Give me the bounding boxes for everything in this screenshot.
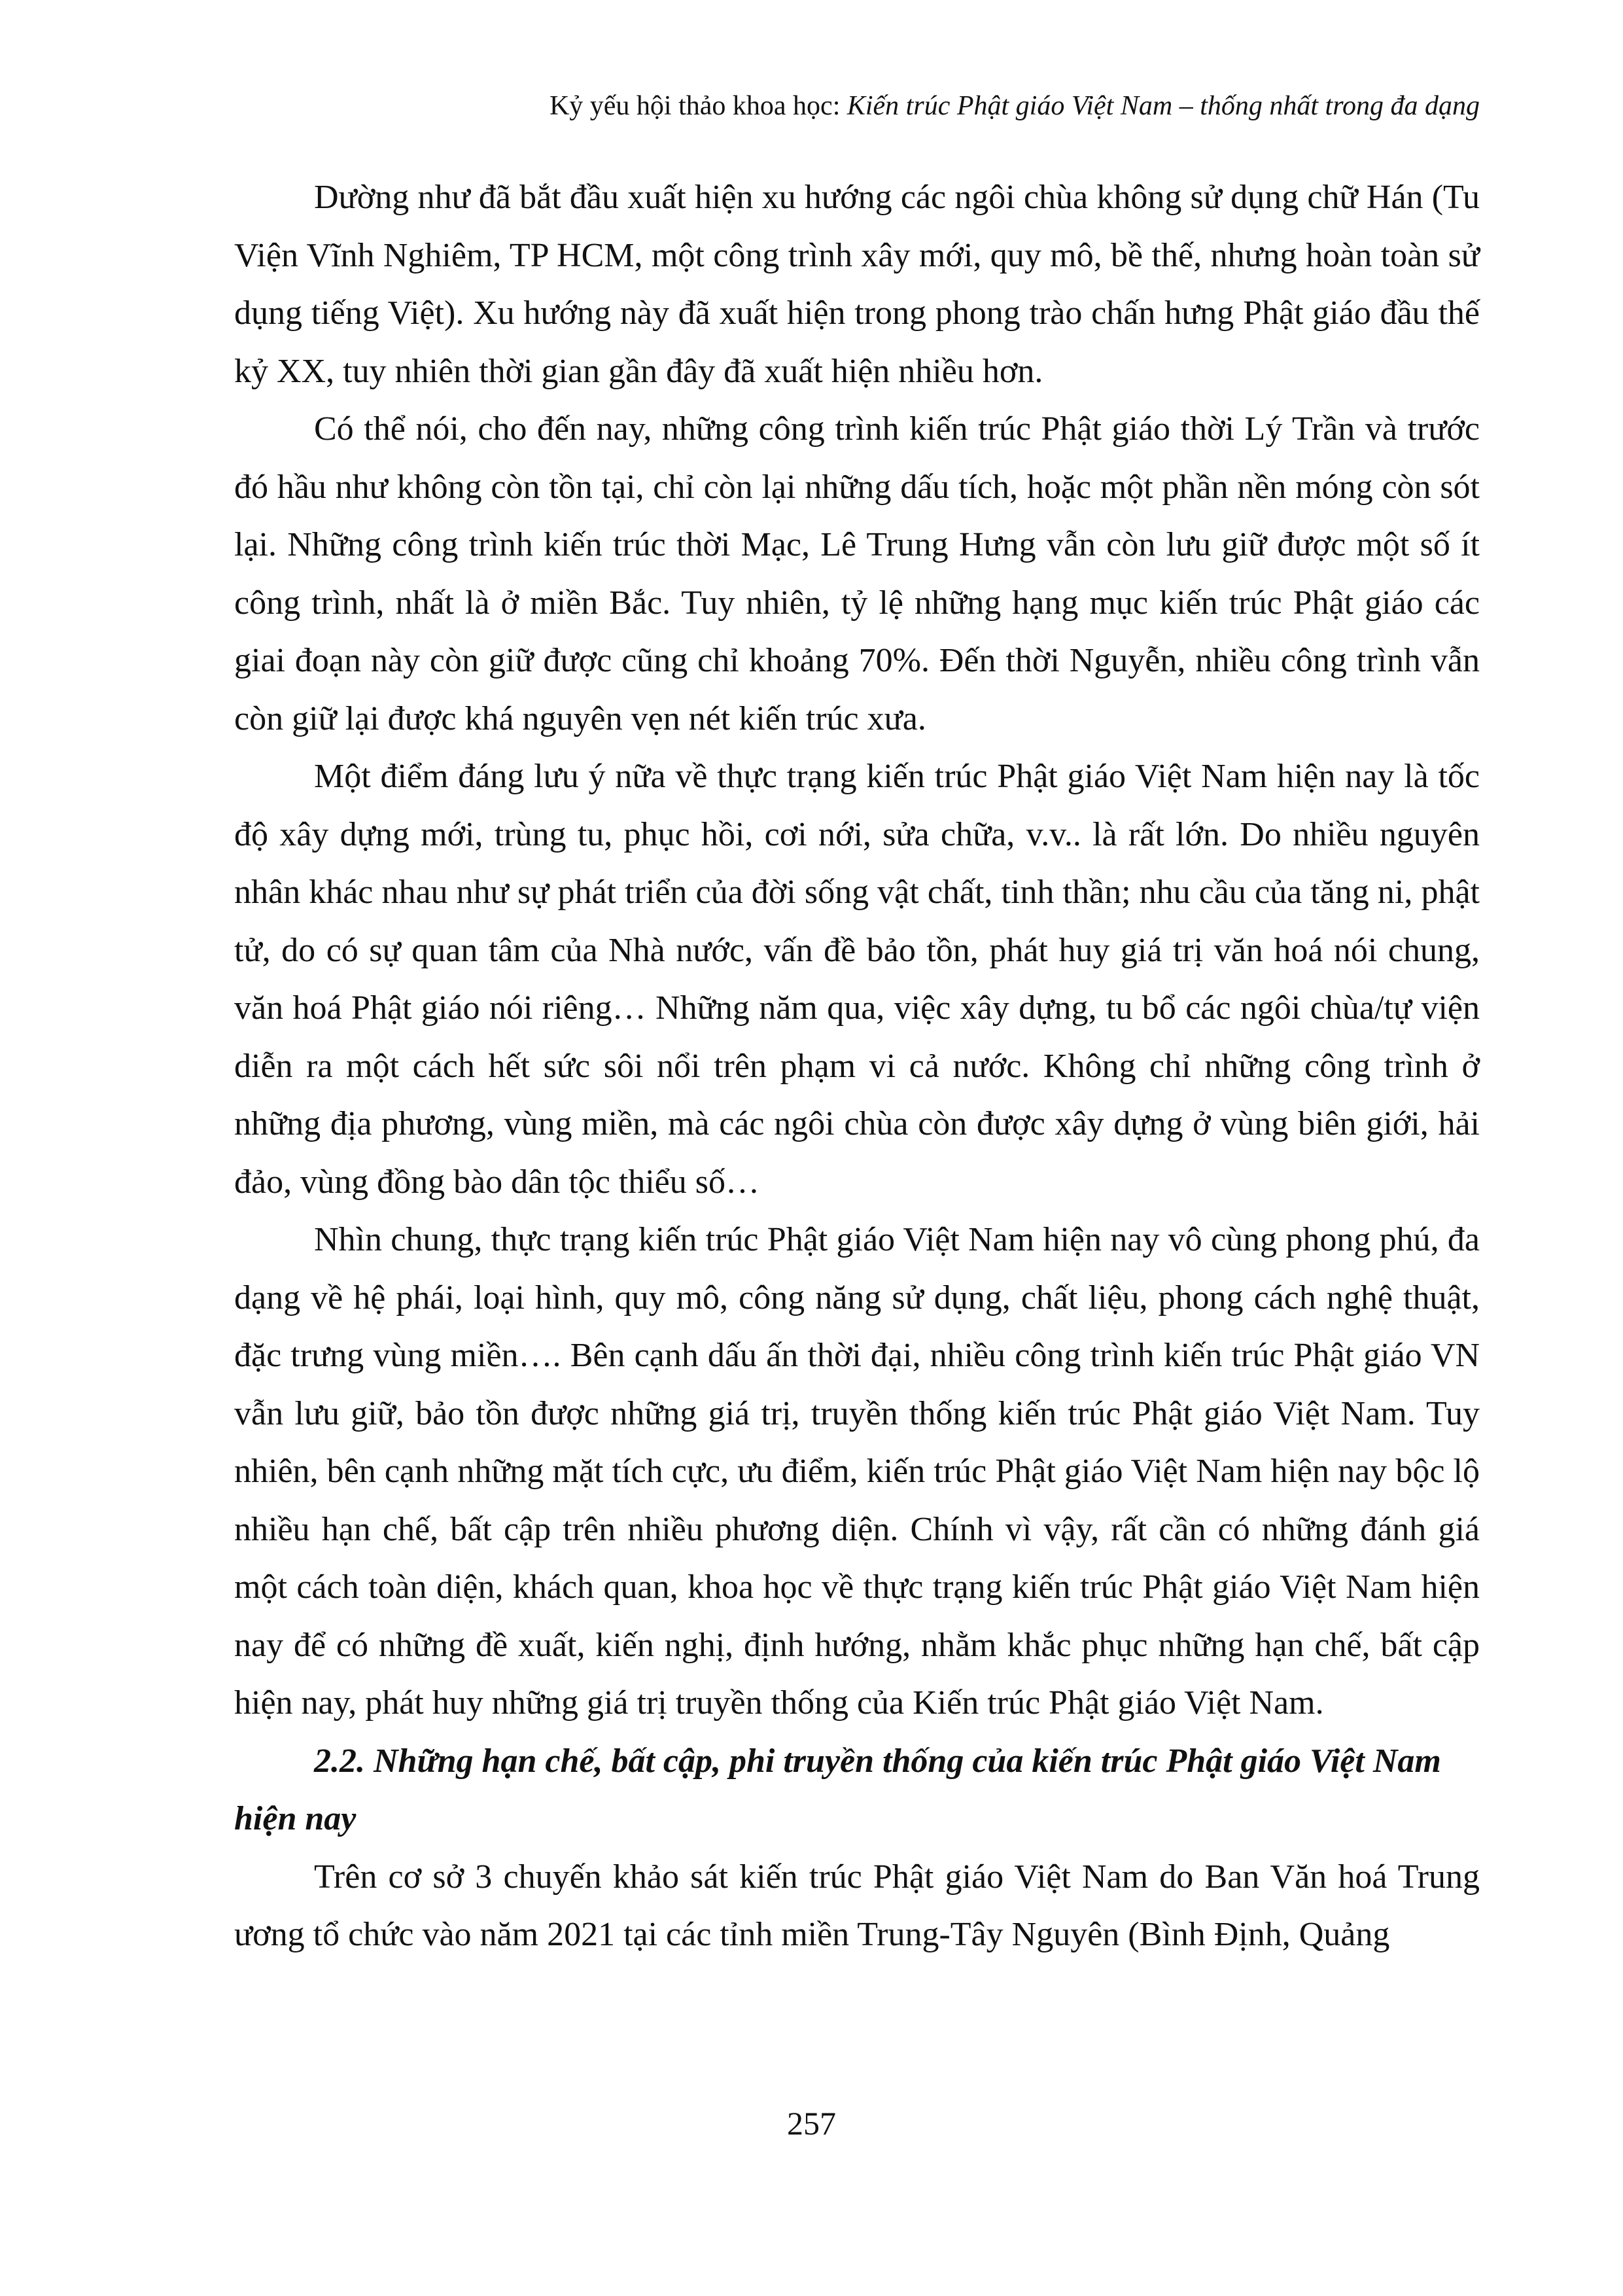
- paragraph-4: Nhìn chung, thực trạng kiến trúc Phật giáo Việt Nam hiện nay vô cùng phong phú, đa dạng về hệ phái, loại hình, quy mô, công năng sử dụng, chất liệu, phong cách nghệ thuật, đặc trưng vùng miền…. Bên cạnh dấu ấn thời đại, nhiều công trình kiến trúc Phật giáo VN vẫn lưu giữ, bảo tồn được những giá trị, truyền thống kiến trúc Phật giáo Việt Nam. Tuy nhiên, bên cạnh những mặt tích cực, ưu điểm, kiến trúc Phật giáo Việt Nam hiện nay bộc lộ nhiều hạn chế, bất cập trên nhiều phương diện. Chính vì vậy, rất cần có những đánh giá một cách toàn diện, khách quan, khoa học về thực trạng kiến trúc Phật giáo Việt Nam hiện nay để có những đề xuất, kiến nghị, định hướng, nhằm khắc phục những hạn chế, bất cập hiện nay, phát huy những giá trị truyền thống của Kiến trúc Phật giáo Việt Nam.: [234, 1221, 1480, 1722]
- page-number: 257: [787, 2105, 836, 2142]
- header-title: Kiến trúc Phật giáo Việt Nam – thống nhất trong đa dạng: [846, 91, 1480, 121]
- paragraph-2: Có thể nói, cho đến nay, những công trình kiến trúc Phật giáo thời Lý Trần và trước đó hầu như không còn tồn tại, chỉ còn lại những dấu tích, hoặc một phần nền móng còn sót lại. Những công trình kiến trúc thời Mạc, Lê Trung Hưng vẫn còn lưu giữ được một số ít công trình, nhất là ở miền Bắc. Tuy nhiên, tỷ lệ những hạng mục kiến trúc Phật giáo các giai đoạn này còn giữ được cũng chỉ khoảng 70%. Đến thời Nguyễn, nhiều công trình vẫn còn giữ lại được khá nguyên vẹn nét kiến trúc xưa.: [234, 410, 1480, 737]
- section-heading: 2.2. Những hạn chế, bất cập, phi truyền thống của kiến trúc Phật giáo Việt Nam hiện nay: [234, 1742, 1441, 1837]
- paragraph-1: Dường như đã bắt đầu xuất hiện xu hướng các ngôi chùa không sử dụng chữ Hán (Tu Viện Vĩnh Nghiêm, TP HCM, một công trình xây mới, quy mô, bề thế, nhưng hoàn toàn sử dụng tiếng Việt). Xu hướng này đã xuất hiện trong phong trào chấn hưng Phật giáo đầu thế kỷ XX, tuy nhiên thời gian gần đây đã xuất hiện nhiều hơn.: [234, 179, 1480, 390]
- running-header: [234, 88, 1480, 124]
- header-prefix: Kỷ yếu hội thảo khoa học:: [549, 91, 847, 121]
- paragraph-5: Trên cơ sở 3 chuyến khảo sát kiến trúc Phật giáo Việt Nam do Ban Văn hoá Trung ương tổ chức vào năm 2021 tại các tỉnh miền Trung-Tây Nguyên (Bình Định, Quảng: [234, 1858, 1480, 1953]
- body-text: [234, 169, 1480, 1964]
- paragraph-3: Một điểm đáng lưu ý nữa về thực trạng kiến trúc Phật giáo Việt Nam hiện nay là tốc độ xây dựng mới, trùng tu, phục hồi, cơi nới, sửa chữa, v.v.. là rất lớn. Do nhiều nguyên nhân khác nhau như sự phát triển của đời sống vật chất, tinh thần; nhu cầu của tăng ni, phật tử, do có sự quan tâm của Nhà nước, vấn đề bảo tồn, phát huy giá trị văn hoá nói chung, văn hoá Phật giáo nói riêng… Những năm qua, việc xây dựng, tu bổ các ngôi chùa/tự viện diễn ra một cách hết sức sôi nổi trên phạm vi cả nước. Không chỉ những công trình ở những địa phương, vùng miền, mà các ngôi chùa còn được xây dựng ở vùng biên giới, hải đảo, vùng đồng bào dân tộc thiểu số…: [234, 758, 1480, 1201]
